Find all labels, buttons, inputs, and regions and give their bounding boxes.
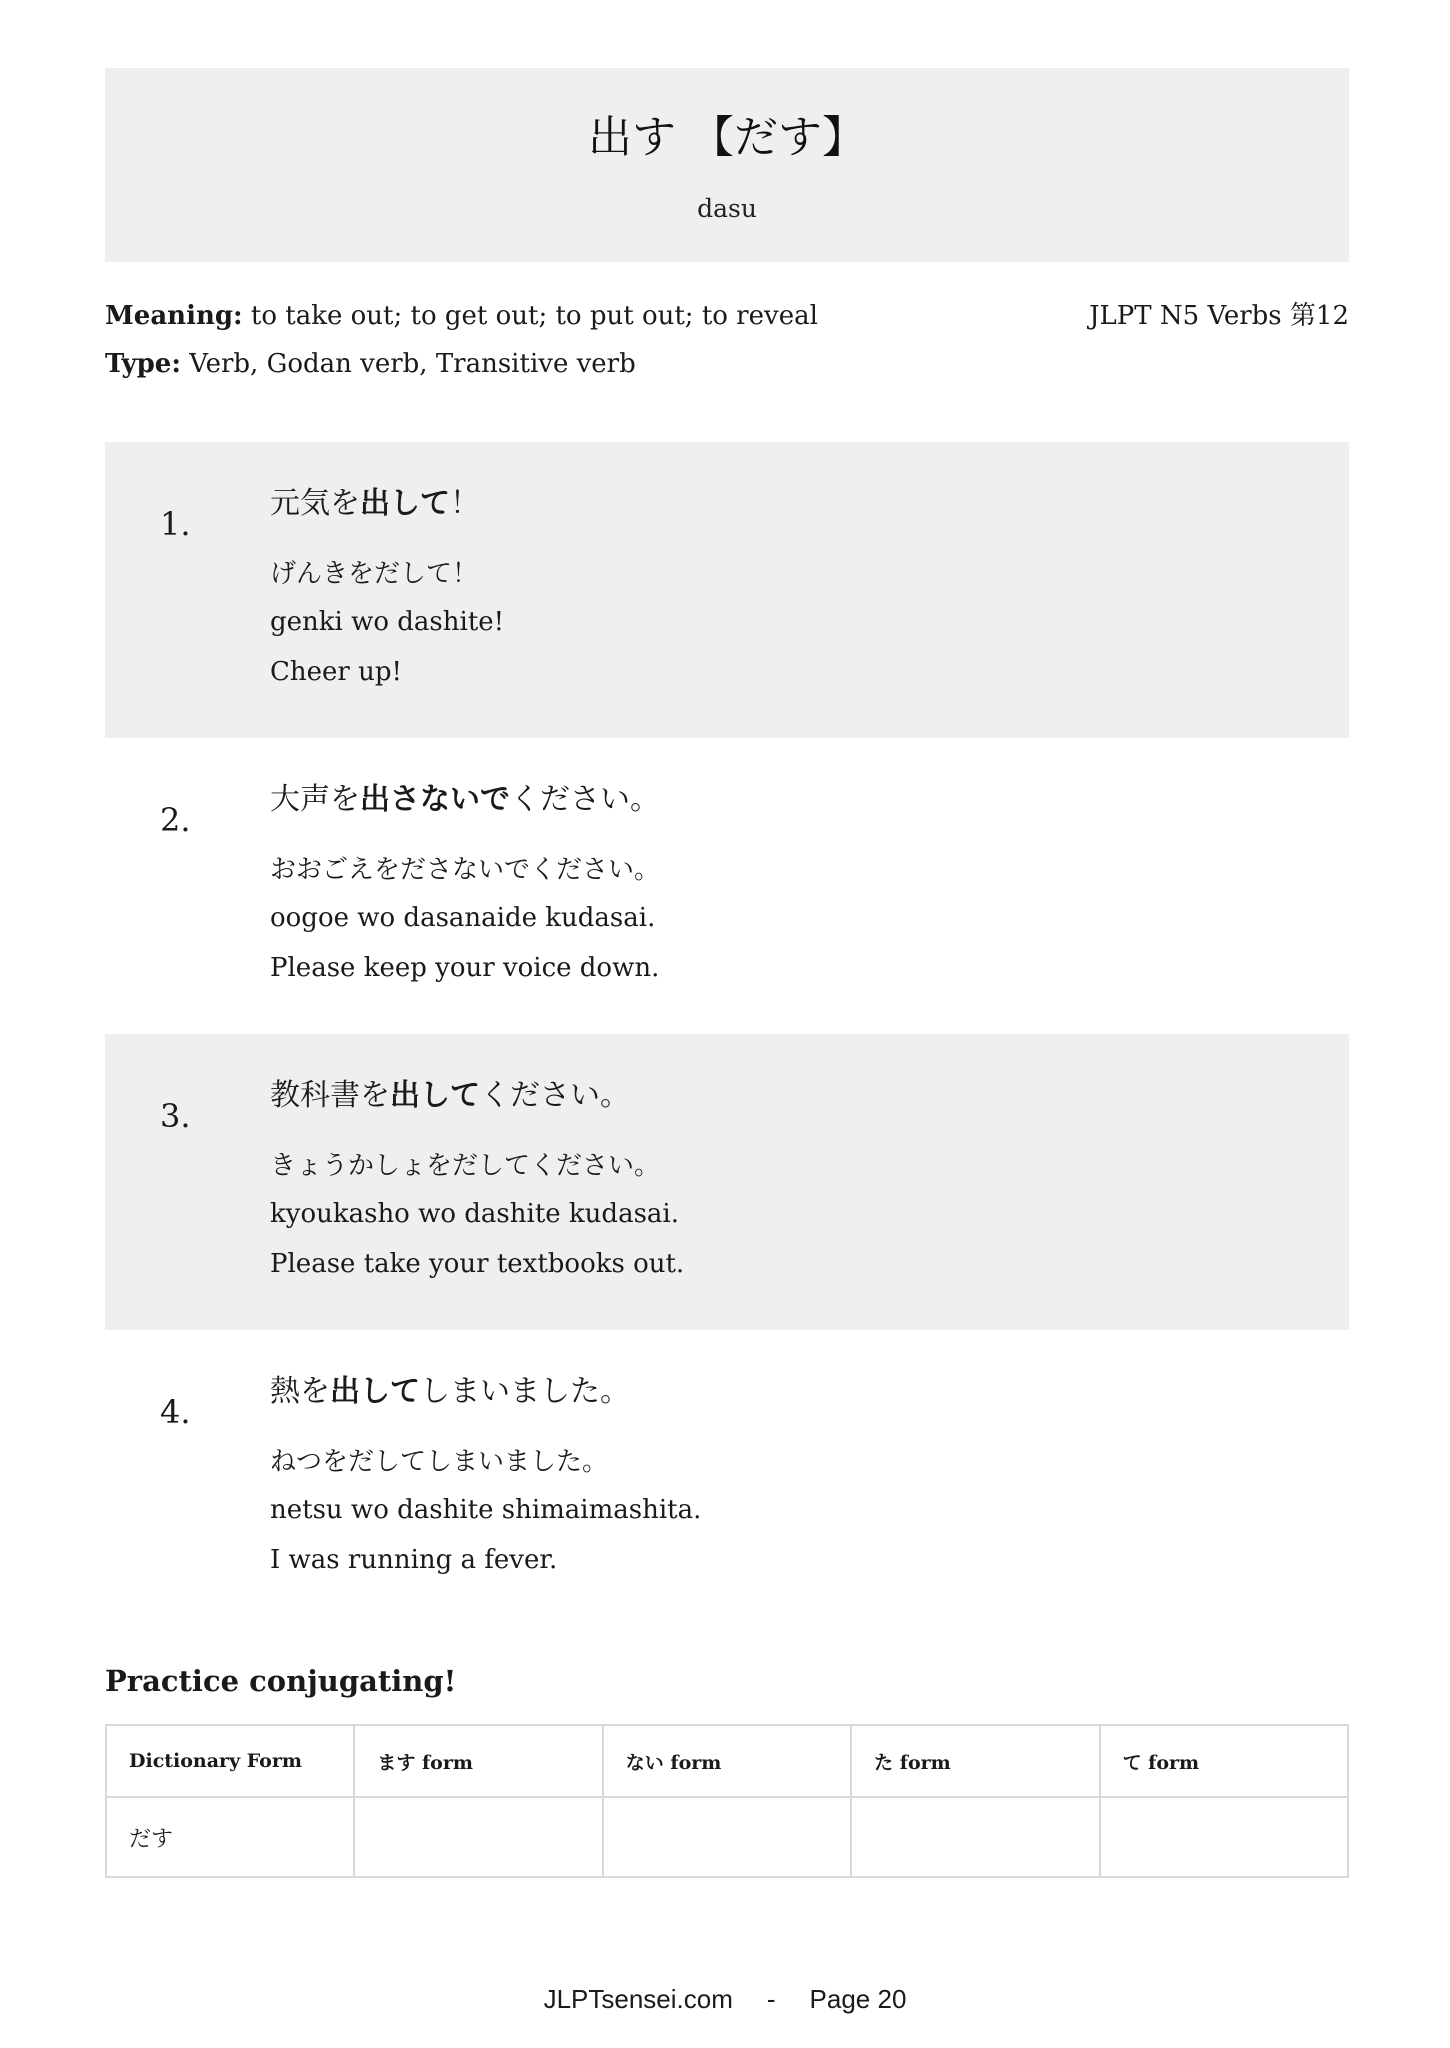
- page-footer: [0, 1982, 1450, 2016]
- meaning-line: [105, 299, 818, 333]
- sentence-post: ください。: [480, 1078, 630, 1113]
- header-te-form: て form: [1100, 1725, 1348, 1797]
- sentence-post: ください。: [510, 782, 660, 817]
- example-number: 3.: [160, 1097, 191, 1135]
- table-row: [106, 1797, 1348, 1877]
- header-nai-form: ない form: [603, 1725, 851, 1797]
- meaning-label: Meaning:: [105, 301, 243, 331]
- sentence-post: しまいました。: [420, 1374, 630, 1409]
- practice-title: Practice conjugating!: [105, 1664, 457, 1698]
- type-value: Verb, Godan verb, Transitive verb: [189, 349, 636, 379]
- word-header: [105, 68, 1349, 262]
- type-line: [105, 347, 636, 381]
- cell-te-form[interactable]: [1100, 1797, 1348, 1877]
- example-kana: きょうかしょをだしてください。: [270, 1151, 661, 1181]
- footer-separator: -: [766, 1984, 776, 2014]
- sentence-verb: 出して: [390, 1078, 480, 1113]
- example-sentence: [270, 1074, 630, 1118]
- example-3: [105, 1034, 1349, 1330]
- meaning-value: to take out; to get out; to put out; to reveal: [250, 301, 818, 331]
- header-masu-form: ます form: [354, 1725, 602, 1797]
- cell-masu-form[interactable]: [354, 1797, 602, 1877]
- example-kana: ねつをだしてしまいました。: [270, 1447, 609, 1477]
- word-romaji: dasu: [697, 194, 757, 223]
- example-romaji: kyoukasho wo dashite kudasai.: [270, 1199, 679, 1229]
- example-english: I was running a fever.: [270, 1545, 558, 1575]
- example-english: Please keep your voice down.: [270, 953, 660, 983]
- sentence-pre: 元気を: [270, 486, 360, 521]
- cell-ta-form[interactable]: [851, 1797, 1099, 1877]
- example-sentence: [270, 778, 660, 822]
- series-label: JLPT N5 Verbs 第12: [1089, 301, 1349, 331]
- header-ta-form: た form: [851, 1725, 1099, 1797]
- example-number: 4.: [160, 1393, 191, 1431]
- sentence-verb: 出さないで: [360, 782, 510, 817]
- type-label: Type:: [105, 349, 181, 379]
- example-kana: げんきをだして！: [270, 559, 479, 589]
- example-number: 2.: [160, 801, 191, 839]
- cell-dictionary-form: だす: [106, 1797, 354, 1877]
- table-header-row: [106, 1725, 1348, 1797]
- example-number: 1.: [160, 505, 191, 543]
- sentence-verb: 出して: [360, 486, 450, 521]
- example-english: Cheer up!: [270, 657, 402, 687]
- sentence-post: ！: [450, 486, 480, 521]
- example-romaji: genki wo dashite!: [270, 607, 505, 637]
- example-romaji: netsu wo dashite shimaimashita.: [270, 1495, 702, 1525]
- example-sentence: [270, 1370, 630, 1414]
- example-romaji: oogoe wo dasanaide kudasai.: [270, 903, 656, 933]
- word-title: 出す 【だす】: [588, 112, 866, 163]
- footer-page-number: Page 20: [809, 1984, 907, 2014]
- cell-nai-form[interactable]: [603, 1797, 851, 1877]
- sentence-pre: 大声を: [270, 782, 360, 817]
- conjugation-table: [105, 1724, 1349, 1878]
- example-1: [105, 442, 1349, 738]
- sentence-verb: 出して: [330, 1374, 420, 1409]
- sentence-pre: 熱を: [270, 1374, 330, 1409]
- footer-site: JLPTsensei.com: [543, 1984, 733, 2014]
- header-dictionary-form: Dictionary Form: [106, 1725, 354, 1797]
- example-4: [105, 1330, 1349, 1626]
- sentence-pre: 教科書を: [270, 1078, 390, 1113]
- example-sentence: [270, 482, 480, 526]
- example-english: Please take your textbooks out.: [270, 1249, 685, 1279]
- example-kana: おおごえをださないでください。: [270, 855, 661, 885]
- example-2: [105, 738, 1349, 1034]
